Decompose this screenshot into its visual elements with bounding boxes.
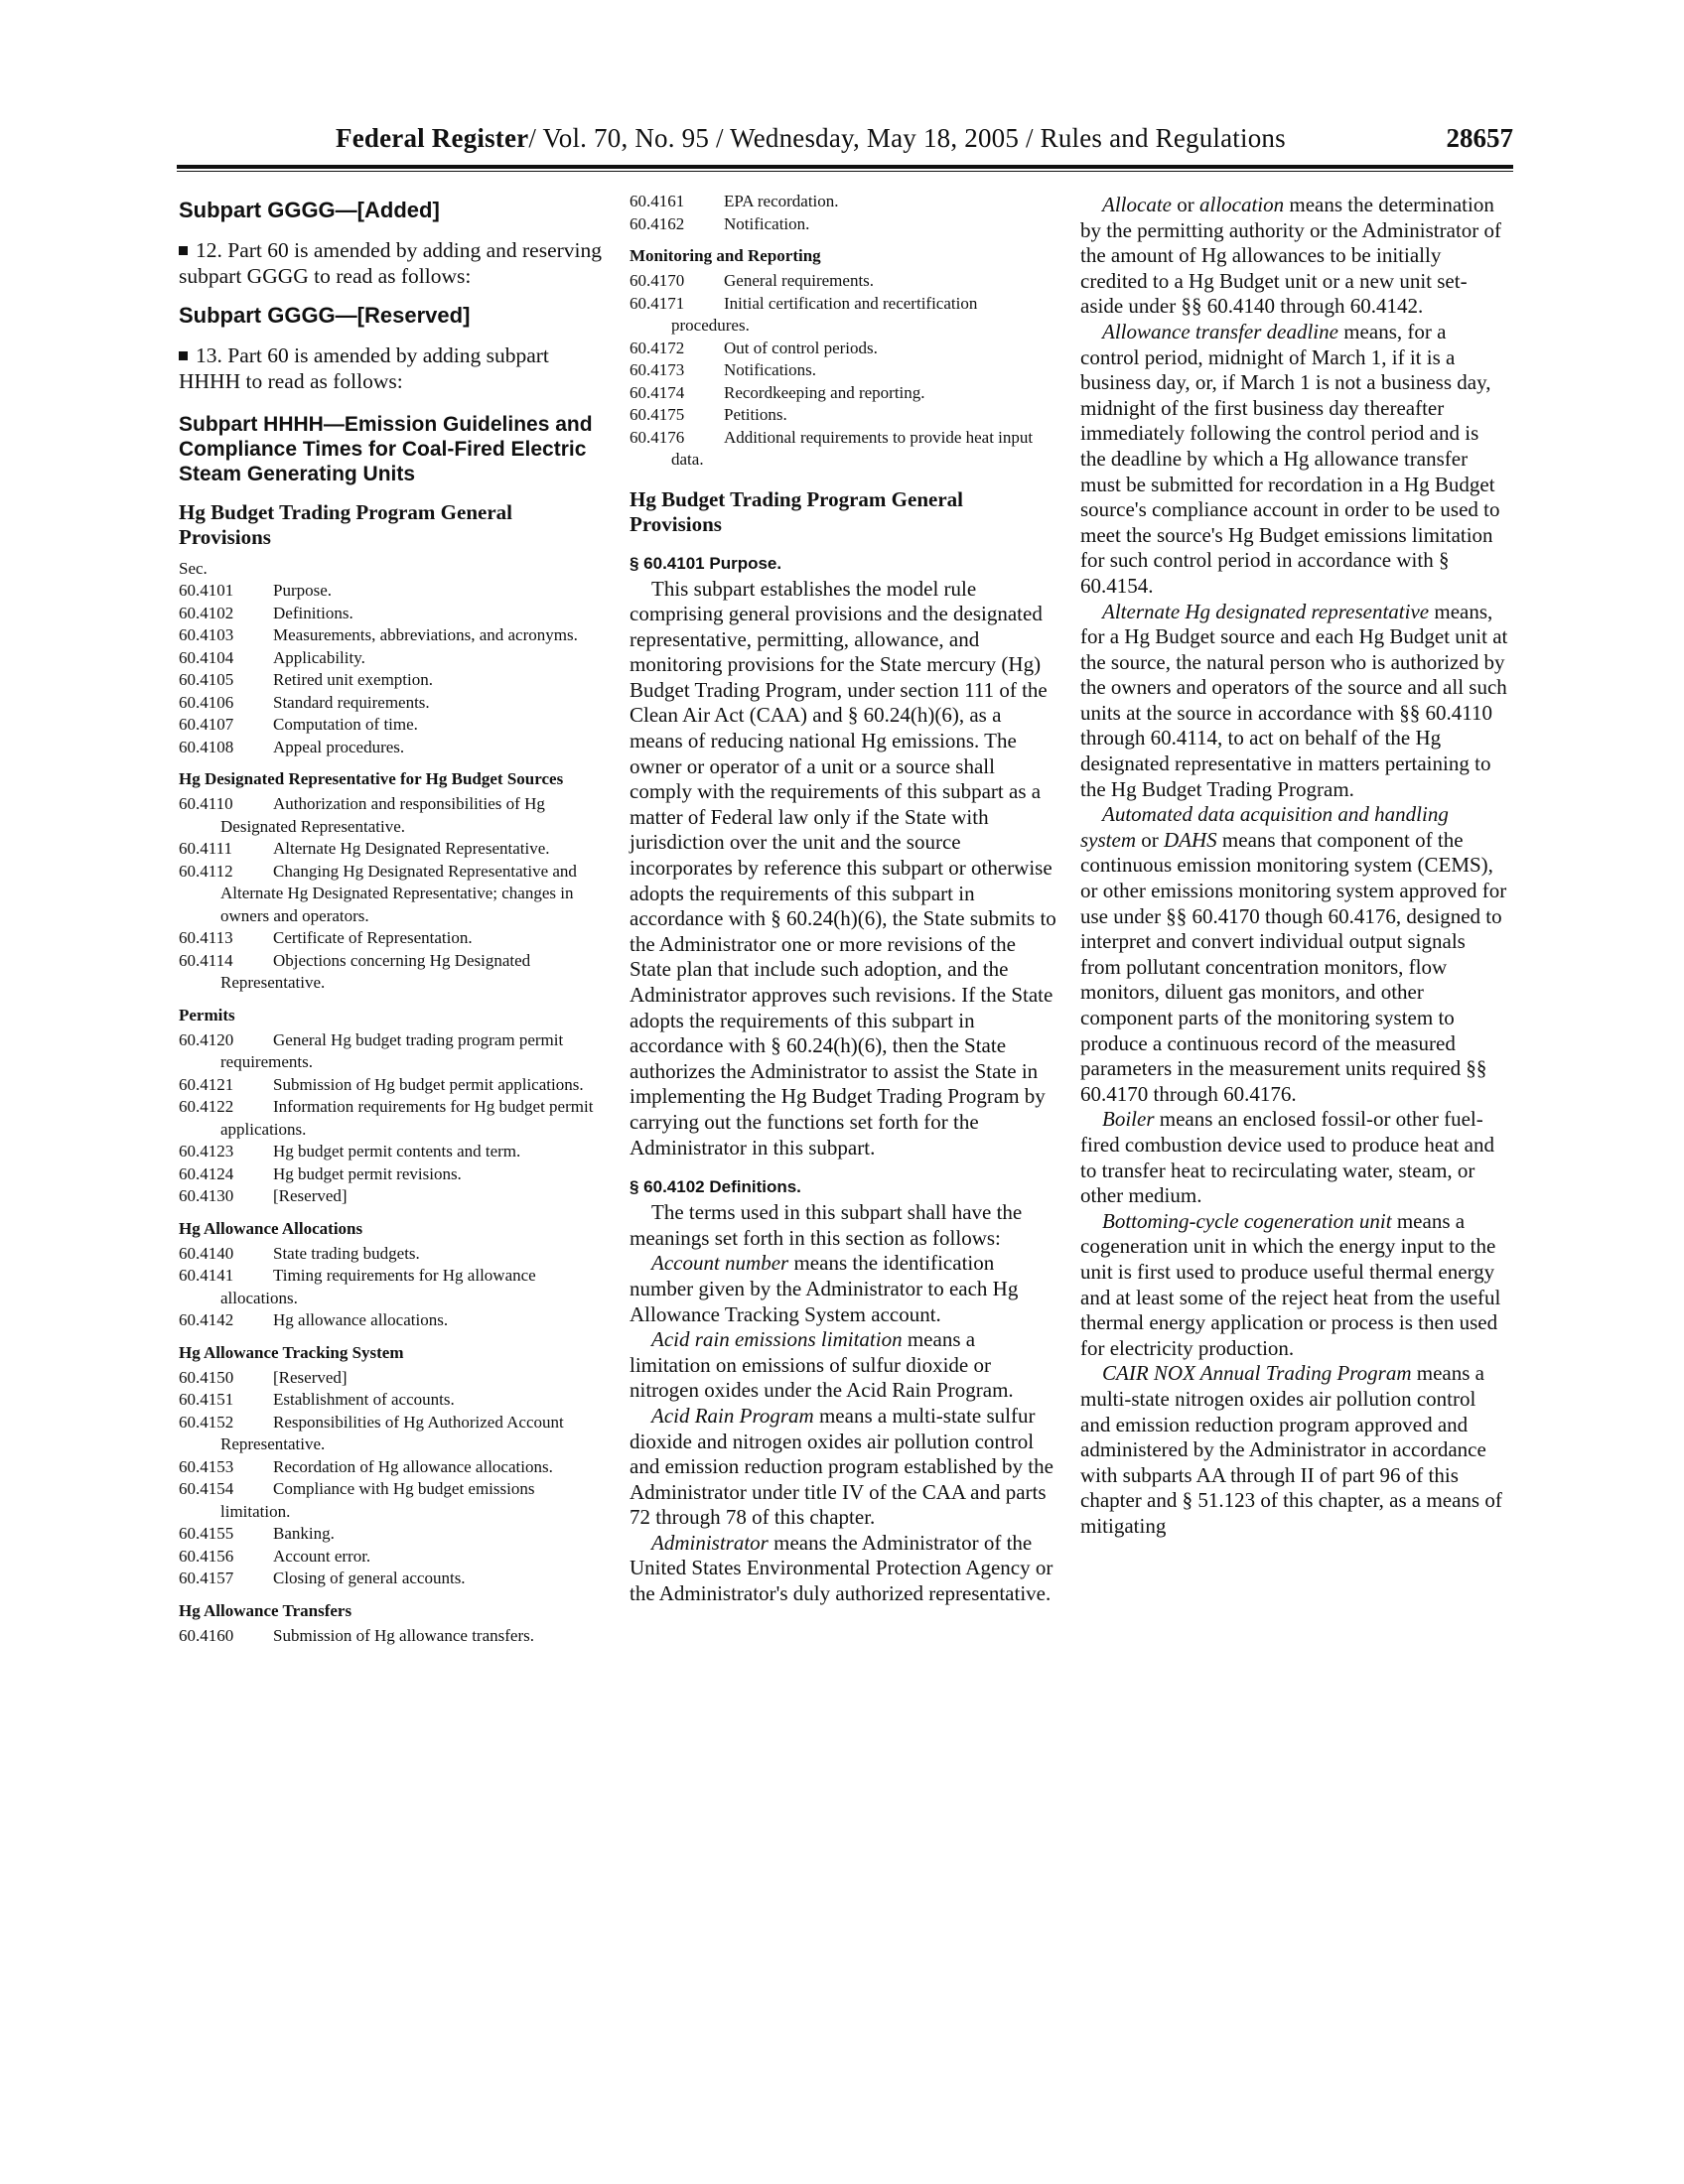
section-number: 60.4151 [179, 1390, 234, 1409]
section-title: Submission of Hg allowance transfers. [273, 1625, 534, 1645]
definition-paragraph [1080, 320, 1509, 600]
section-number: 60.4120 [179, 1029, 234, 1049]
toc-general-provisions [179, 580, 608, 758]
toc-heading-designated: Hg Designated Representative for Hg Budget Sources [179, 769, 564, 788]
section-title: Establishment of accounts. [273, 1390, 455, 1409]
defined-term-alt: allocation [1198, 193, 1285, 216]
column-1 [179, 184, 608, 1647]
definition-paragraph [630, 1251, 1058, 1327]
toc-entry [179, 1309, 608, 1332]
bullet-square-icon [179, 351, 188, 360]
section-number: 60.4123 [179, 1142, 234, 1160]
toc-allocations [179, 1243, 608, 1332]
toc-tracking [179, 1367, 608, 1590]
section-number: 60.4157 [179, 1569, 234, 1587]
section-title: Certificate of Representation. [273, 928, 473, 947]
section-number: 60.4152 [179, 1412, 234, 1432]
general-provisions-heading: Hg Budget Trading Program General Provisions [179, 500, 512, 549]
toc-entry [179, 1523, 608, 1546]
defined-term: Account number [651, 1251, 789, 1276]
section-title: [Reserved] [273, 1367, 348, 1387]
general-provisions-heading-2: Hg Budget Trading Program General Provisions [630, 486, 963, 536]
definition-text: means the determination by the permitting authority or the Administrator of the amount of Hg allowances to be initially credited to a Hg Budget unit or a new unit set-aside under §§ 60.4140 through 60.4142. [1080, 193, 1502, 319]
section-number: 60.4103 [179, 625, 234, 644]
section-number: 60.4101 [179, 581, 234, 600]
definition-paragraph [630, 1531, 1058, 1607]
defined-term: Alternate Hg designated representative [1102, 599, 1430, 623]
section-title: Definitions. [273, 603, 353, 622]
toc-entry [179, 669, 608, 692]
definitions-intro: The terms used in this subpart shall have the meanings set forth in this section as follows: [630, 1200, 1023, 1250]
toc-entry [179, 647, 608, 670]
section-title: Initial certification and recertification procedures. [671, 293, 978, 335]
toc-entry [179, 1568, 608, 1590]
section-number: 60.4113 [179, 928, 233, 947]
toc-entry [179, 692, 608, 715]
definition-paragraph [1080, 1209, 1509, 1362]
toc-entry [630, 359, 1058, 382]
toc-entry [179, 861, 608, 928]
section-number: 60.4173 [630, 360, 685, 379]
definition-connector: or [1171, 193, 1199, 216]
toc-transfers [179, 1625, 608, 1648]
toc-entry [179, 1265, 608, 1309]
section-title: Responsibilities of Hg Authorized Account Representative. [220, 1412, 564, 1453]
toc-entry [179, 1456, 608, 1479]
issue-info: / Vol. 70, No. 95 / Wednesday, May 18, 2005 / Rules and Regulations [528, 123, 1286, 153]
column-2 [630, 191, 1058, 1607]
section-number: 60.4141 [179, 1266, 234, 1285]
definition-text: means a cogeneration unit in which the energy input to the unit is first used to produce useful thermal energy and at least some of the reject heat from the useful thermal energy application or process is then used for electricity production. [1080, 1208, 1501, 1360]
toc-entry [179, 793, 608, 838]
section-number: 60.4175 [630, 405, 685, 424]
toc-entry [179, 927, 608, 950]
page-number: 28657 [1446, 123, 1513, 153]
section-title: Recordation of Hg allowance allocations. [273, 1456, 553, 1476]
defined-term-alt: DAHS [1164, 827, 1217, 852]
definition-paragraph [1080, 193, 1509, 320]
toc-entry [630, 338, 1058, 360]
header-rule-thin [177, 171, 1513, 172]
toc-entry [630, 191, 1058, 213]
section-number: 60.4102 [179, 603, 234, 622]
section-number: 60.4140 [179, 1243, 234, 1263]
toc-entry [179, 1625, 608, 1648]
definition-paragraph [1080, 1107, 1509, 1208]
section-number: 60.4124 [179, 1163, 234, 1183]
section-title: Purpose. [273, 581, 333, 600]
toc-entry [179, 714, 608, 737]
toc-permits [179, 1029, 608, 1208]
section-number: 60.4171 [630, 293, 685, 313]
defined-term: Acid Rain Program [651, 1403, 814, 1428]
defined-term: Allowance transfer deadline [1102, 319, 1338, 343]
section-4101-text: This subpart establishes the model rule comprising general provisions and the designated representative, permitting, allowance, and monitoring provisions for the State mercury (Hg) Budget Trading Program, under section 111 of the Clean Air Act (CAA) and § 60.24(h)(6), as a means of reducing national Hg emissions. The owner or operator of a unit or a source shall comply with the requirements of this subpart as a matter of Federal law only if the State with jurisdiction over the unit and the source incorporates by reference this subpart or otherwise adopts the requirements of this subpart in accordance with § 60.24(h)(6), the State submits to the Administrator one or more revisions of the State plan that include such adoption, and the Administrator approves such revisions. If the State adopts the requirements of this subpart in accordance with § 60.24(h)(6), then the State authorizes the Administrator to assist the State in implementing the Hg Budget Trading Program by carrying out the functions set forth for the Administrator in this subpart. [630, 576, 1056, 1160]
section-number: 60.4107 [179, 715, 234, 734]
section-number: 60.4162 [630, 213, 685, 233]
section-title: Retired unit exemption. [273, 670, 433, 689]
toc-entry [179, 1478, 608, 1523]
toc-heading-permits: Permits [179, 1005, 235, 1024]
section-title: Petitions. [724, 405, 787, 424]
section-title: EPA recordation. [724, 192, 839, 210]
definition-paragraph [1080, 600, 1509, 803]
section-title: Measurements, abbreviations, and acronyms. [273, 625, 578, 644]
section-number: 60.4172 [630, 338, 685, 357]
subpart-gggg-reserved-heading: Subpart GGGG—[Reserved] [179, 303, 471, 328]
header-rule-thick [177, 165, 1513, 169]
definition-text: means that component of the continuous emission monitoring system (CEMS), or other emissions monitoring system approved for use under §§ 60.4170 though 60.4176, designed to interpret and convert individual output signals from pollutant concentration monitors, flow monitors, diluent gas monitors, and other component parts of the monitoring system to produce a continuous record of the measured parameters in the measurement units required §§ 60.4170 through 60.4176. [1080, 827, 1507, 1106]
sec-label: Sec. [179, 559, 208, 578]
section-title: Recordkeeping and reporting. [724, 382, 925, 402]
toc-heading-allocations: Hg Allowance Allocations [179, 1218, 363, 1238]
amendatory-text: 12. Part 60 is amended by adding and reserving subpart GGGG to read as follows: [179, 238, 603, 288]
section-number: 60.4174 [630, 382, 685, 402]
toc-entry [179, 1029, 608, 1074]
toc-entry [179, 624, 608, 647]
section-number: 60.4106 [179, 692, 234, 712]
definition-connector: or [1136, 827, 1164, 852]
section-title: Authorization and responsibilities of Hg Designated Representative. [220, 794, 545, 836]
toc-entry [179, 1367, 608, 1390]
definition-text: means the Administrator of the United States Environmental Protection Agency or the Administrator's duly authorized representative. [630, 1530, 1053, 1606]
section-title: Objections concerning Hg Designated Representative. [220, 950, 531, 992]
section-number: 60.4111 [179, 839, 232, 858]
section-title: Appeal procedures. [273, 737, 405, 756]
toc-entry [630, 404, 1058, 427]
section-title: Out of control periods. [724, 338, 878, 357]
section-title: [Reserved] [273, 1186, 348, 1205]
toc-entry [179, 1389, 608, 1412]
toc-entry [179, 950, 608, 995]
section-title: Banking. [273, 1524, 335, 1543]
definition-text: means, for a Hg Budget source and each Hg Budget unit at the source, the natural person who is authorized by the owners and operators of the source and all such units at the source in accordance with §§ 60.4110 through 60.4114, to act on behalf of the Hg designated representative in matters pertaining to the Hg Budget Trading Program. [1080, 599, 1508, 801]
section-title: Applicability. [273, 647, 365, 667]
toc-entry [179, 603, 608, 625]
section-title: Hg allowance allocations. [273, 1310, 449, 1329]
toc-entry [179, 1141, 608, 1163]
toc-entry [630, 427, 1058, 472]
toc-entry [179, 1074, 608, 1097]
amendatory-text: 13. Part 60 is amended by adding subpart HHHH to read as follows: [179, 343, 549, 393]
bullet-square-icon [179, 246, 188, 255]
section-title: Standard requirements. [273, 692, 430, 712]
section-title: Compliance with Hg budget emissions limitation. [220, 1479, 535, 1521]
section-number: 60.4121 [179, 1074, 234, 1094]
toc-entry [630, 382, 1058, 405]
section-number: 60.4104 [179, 647, 234, 667]
toc-monitoring [630, 270, 1058, 472]
definitions-list-col2 [630, 1251, 1058, 1606]
definitions-list-col3 [1080, 193, 1509, 1539]
section-number: 60.4114 [179, 950, 233, 970]
toc-entry [179, 1185, 608, 1208]
toc-transfers-continued [630, 191, 1058, 235]
section-title: General Hg budget trading program permit requirements. [220, 1029, 564, 1071]
definition-text: means, for a control period, midnight of March 1, if it is a business day, or, if March 1 is not a business day, midnight of the first business day thereafter immediately following the control period and is the deadline by which a Hg allowance transfer must be submitted for recordation in a Hg Budget source's compliance account in order to be used to meet the source's Hg Budget emissions limitation for such control period in accordance with § 60.4154. [1080, 319, 1500, 598]
toc-designated-representative [179, 793, 608, 995]
section-title: Hg budget permit revisions. [273, 1163, 462, 1183]
toc-entry [630, 213, 1058, 236]
section-title: Information requirements for Hg budget permit applications. [220, 1097, 594, 1139]
section-title: Hg budget permit contents and term. [273, 1142, 521, 1160]
section-title: Computation of time. [273, 715, 418, 734]
section-number: 60.4130 [179, 1186, 234, 1205]
definition-paragraph [630, 1327, 1058, 1404]
amendatory-instruction-12 [179, 237, 608, 289]
section-number: 60.4122 [179, 1097, 234, 1116]
section-4102-heading: § 60.4102 Definitions. [630, 1177, 801, 1197]
section-title: General requirements. [724, 271, 875, 290]
toc-entry [179, 1412, 608, 1456]
toc-entry [630, 293, 1058, 338]
subpart-gggg-added-heading: Subpart GGGG—[Added] [179, 198, 440, 222]
toc-entry [179, 1546, 608, 1569]
defined-term: Boiler [1102, 1107, 1155, 1132]
definition-text: means an enclosed fossil-or other fuel-fired combustion device used to produce heat and to transfer heat to recirculating water, steam, or other medium. [1080, 1107, 1494, 1208]
toc-heading-monitoring: Monitoring and Reporting [630, 246, 821, 265]
toc-entry [630, 270, 1058, 293]
subpart-hhhh-title: Subpart HHHH—Emission Guidelines and Compliance Times for Coal-Fired Electric Steam Generating Units [179, 413, 593, 485]
section-number: 60.4110 [179, 794, 233, 813]
definition-paragraph [1080, 1361, 1509, 1539]
toc-entry [179, 1163, 608, 1186]
defined-term: Acid rain emissions limitation [651, 1327, 903, 1352]
section-title: Closing of general accounts. [273, 1569, 466, 1587]
defined-term: CAIR NOX Annual Trading Program [1102, 1361, 1412, 1386]
definition-paragraph [1080, 802, 1509, 1107]
section-number: 60.4161 [630, 192, 685, 210]
definition-paragraph [630, 1404, 1058, 1531]
toc-heading-tracking: Hg Allowance Tracking System [179, 1342, 404, 1362]
publication-name: Federal Register [336, 123, 529, 153]
section-title: Timing requirements for Hg allowance allocations. [220, 1266, 536, 1307]
section-number: 60.4156 [179, 1546, 234, 1566]
toc-entry [179, 1096, 608, 1141]
toc-entry [179, 580, 608, 603]
definition-text: means a multi-state sulfur dioxide and nitrogen oxides air pollution control and emission reduction program established by the Administrator under title IV of the CAA and parts 72 through 78 of this chapter. [630, 1403, 1053, 1530]
section-number: 60.4160 [179, 1625, 234, 1645]
amendatory-instruction-13 [179, 342, 608, 394]
section-number: 60.4176 [630, 427, 685, 447]
section-number: 60.4154 [179, 1479, 234, 1498]
definition-text: means a limitation on emissions of sulfur dioxide or nitrogen oxides under the Acid Rain Program. [630, 1327, 1014, 1403]
section-number: 60.4170 [630, 271, 685, 290]
column-3 [1080, 193, 1509, 1539]
toc-heading-transfers: Hg Allowance Transfers [179, 1600, 352, 1620]
definition-text: means a multi-state nitrogen oxides air pollution control and emission reduction program approved and administered by the Administrator in accordance with subparts AA through II of part 96 of this chapter and § 51.123 of this chapter, as a means of mitigating [1080, 1361, 1502, 1538]
section-number: 60.4150 [179, 1367, 234, 1387]
section-number: 60.4153 [179, 1456, 234, 1476]
section-4101-heading: § 60.4101 Purpose. [630, 553, 782, 573]
section-title: Notifications. [724, 360, 817, 379]
defined-term: Allocate [1102, 193, 1172, 216]
defined-term: Administrator [651, 1530, 769, 1555]
section-title: Submission of Hg budget permit applications. [273, 1074, 584, 1094]
section-title: Additional requirements to provide heat input data. [671, 427, 1034, 469]
toc-entry [179, 838, 608, 861]
section-number: 60.4105 [179, 670, 234, 689]
section-title: Alternate Hg Designated Representative. [273, 839, 550, 858]
definition-text: means the identification number given by the Administrator to each Hg Allowance Tracking System account. [630, 1251, 1019, 1326]
defined-term: Bottoming-cycle cogeneration unit [1102, 1208, 1392, 1233]
section-title: State trading budgets. [273, 1243, 420, 1263]
section-title: Account error. [273, 1546, 371, 1566]
defined-term: Automated data acquisition and handling system [1080, 802, 1449, 852]
section-number: 60.4112 [179, 861, 233, 881]
section-number: 60.4142 [179, 1310, 234, 1329]
running-head-text [336, 123, 1286, 154]
section-number: 60.4155 [179, 1524, 234, 1543]
section-title: Changing Hg Designated Representative and Alternate Hg Designated Representative; changes in owners and operators. [220, 861, 577, 925]
section-title: Notification. [724, 213, 810, 233]
toc-entry [179, 1243, 608, 1266]
running-header [177, 117, 1513, 165]
section-number: 60.4108 [179, 737, 234, 756]
toc-entry [179, 737, 608, 759]
